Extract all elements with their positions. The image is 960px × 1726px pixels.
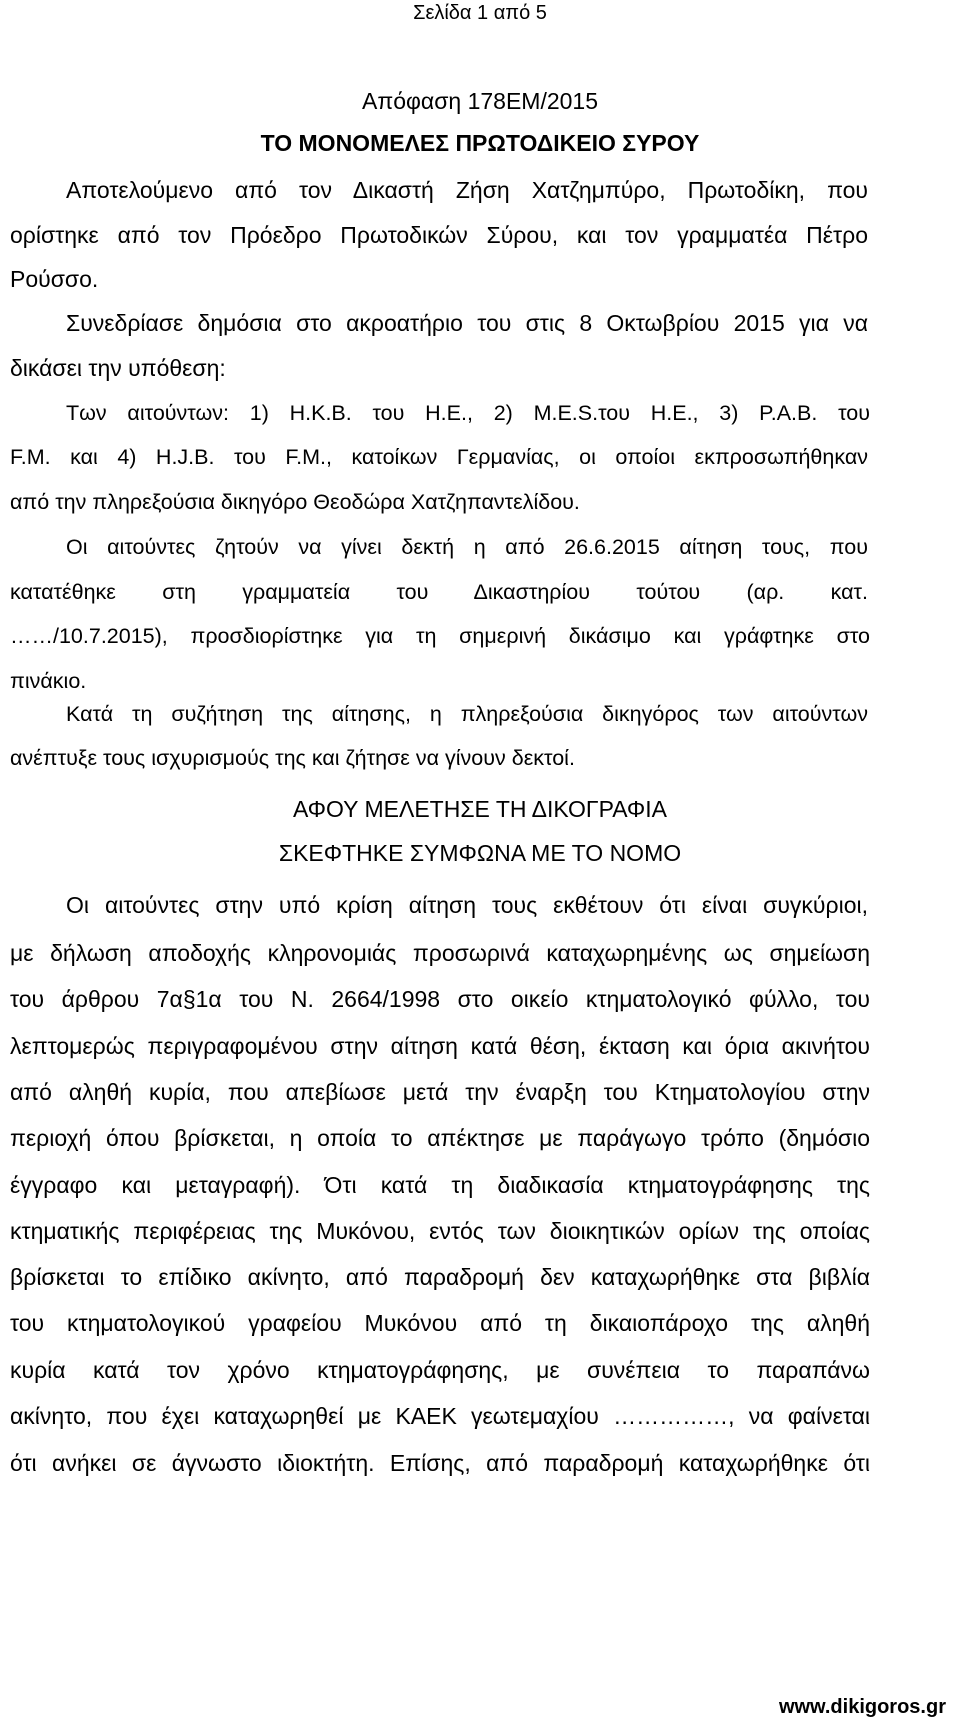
- decision-number: Απόφαση 178ΕΜ/2015: [361, 88, 599, 114]
- text-line: ορίστηκε από τον Πρόεδρο Πρωτοδικών Σύρου, και τον γραμματέα Πέτρο: [10, 222, 868, 248]
- body-line: του άρθρου 7α§1α του Ν. 2664/1998 στο οικείο κτηματολογικό φύλλο, του: [10, 986, 870, 1012]
- body-line: λεπτομερώς περιγραφομένου στην αίτηση κατά θέση, έκταση και όρια ακινήτου: [10, 1033, 870, 1059]
- text-line: δικάσει την υπόθεση:: [10, 355, 226, 381]
- text-line: Κατά τη συζήτηση της αίτησης, η πληρεξούσια δικηγόρος των αιτούντων: [66, 702, 868, 726]
- body-line: από αληθή κυρία, που απεβίωσε μετά την έναρξη του Κτηματολογίου στην: [10, 1079, 870, 1105]
- text-line: Των αιτούντων: 1) H.K.B. του H.E., 2) M.E.S.του H.E., 3) P.A.B. του: [66, 401, 870, 425]
- text-line: F.M. και 4) H.J.B. του F.M., κατοίκων Γερμανίας, οι οποίοι εκπροσωπήθηκαν: [10, 445, 868, 469]
- body-line: ακίνητο, που έχει καταχωρηθεί με ΚΑΕΚ γεωτεμαχίου ……………, να φαίνεται: [10, 1403, 870, 1429]
- text-line: Ρούσσο.: [10, 266, 99, 292]
- body-line: Οι αιτούντες στην υπό κρίση αίτηση τους εκθέτουν ότι είναι συγκύριοι,: [66, 892, 868, 918]
- body-line: κυρία κατά τον χρόνο κτηματογράφησης, με συνέπεια το παραπάνω: [10, 1357, 870, 1383]
- court-title: ΤΟ ΜΟΝΟΜΕΛΕΣ ΠΡΩΤΟΔΙΚΕΙΟ ΣΥΡΟΥ: [260, 130, 700, 156]
- body-line: κτηματικής περιφέρειας της Μυκόνου, εντός των διοικητικών ορίων της οποίας: [10, 1218, 870, 1244]
- body-line: του κτηματολογικού γραφείου Μυκόνου από τη δικαιοπάροχο της αληθή: [10, 1310, 870, 1336]
- text-line: από την πληρεξούσια δικηγόρο Θεοδώρα Χατζηπαντελίδου.: [10, 490, 580, 514]
- heading-considered: ΣΚΕΦΤΗΚΕ ΣΥΜΦΩΝΑ ΜΕ ΤΟ ΝΟΜΟ: [278, 840, 682, 866]
- body-line: περιοχή όπου βρίσκεται, η οποία το απέκτησε με παράγωγο τρόπο (δημόσιο: [10, 1125, 870, 1151]
- body-line: ότι ανήκει σε άγνωστο ιδιοκτήτη. Επίσης, από παραδρομή καταχωρήθηκε ότι: [10, 1450, 870, 1476]
- body-line: με δήλωση αποδοχής κληρονομιάς προσωρινά καταχωρημένης ως σημείωση: [10, 940, 870, 966]
- text-line: ανέπτυξε τους ισχυρισμούς της και ζήτησε να γίνουν δεκτοί.: [10, 746, 575, 770]
- body-line: βρίσκεται το επίδικο ακίνητο, από παραδρομή δεν καταχωρήθηκε στα βιβλία: [10, 1264, 870, 1290]
- text-line: ……/10.7.2015), προσδιορίστηκε για τη σημερινή δικάσιμο και γράφτηκε στο: [10, 624, 870, 648]
- text-line: Αποτελούμενο από τον Δικαστή Ζήση Χατζημπύρο, Πρωτοδίκη, που: [66, 177, 868, 203]
- text-line: Συνεδρίασε δημόσια στο ακροατήριο του στις 8 Οκτωβρίου 2015 για να: [66, 310, 868, 336]
- text-line: κατατέθηκε στη γραμματεία του Δικαστηρίου τούτου (αρ. κατ.: [10, 580, 868, 604]
- text-line: Οι αιτούντες ζητούν να γίνει δεκτή η από 26.6.2015 αίτηση τους, που: [66, 535, 868, 559]
- body-line: έγγραφο και μεταγραφή). Ότι κατά τη διαδικασία κτηματογράφησης της: [10, 1172, 870, 1198]
- text-line: πινάκιο.: [10, 669, 87, 693]
- footer-site-link[interactable]: www.dikigoros.gr: [778, 1696, 946, 1718]
- heading-studied: ΑΦΟΥ ΜΕΛΕΤΗΣΕ ΤΗ ΔΙΚΟΓΡΑΦΙΑ: [292, 796, 667, 822]
- page-number-header: Σελίδα 1 από 5: [413, 2, 547, 24]
